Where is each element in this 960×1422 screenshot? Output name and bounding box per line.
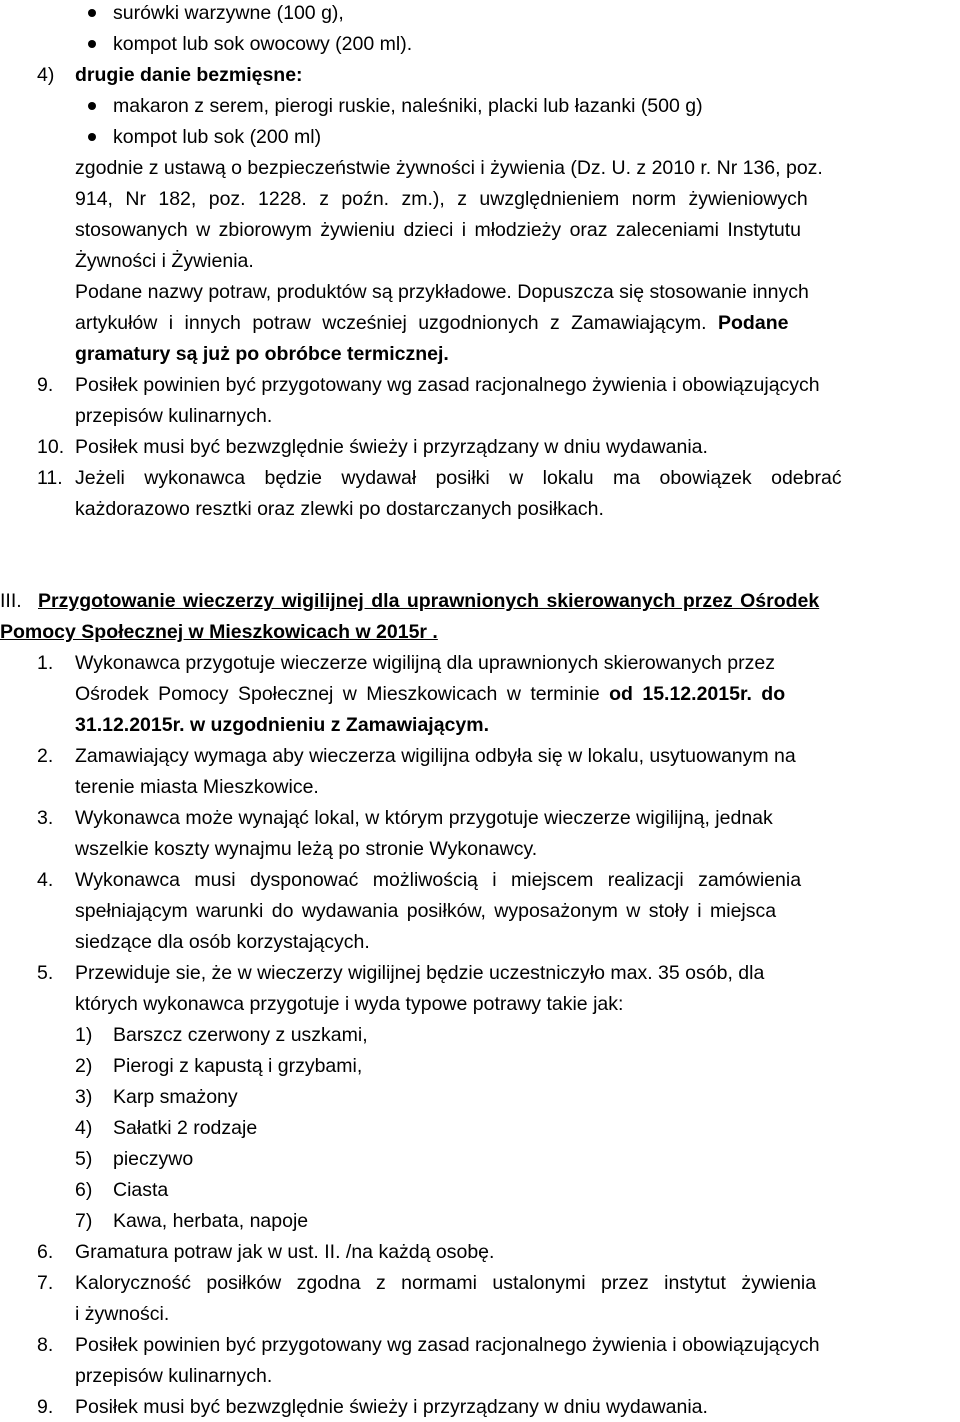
section-numeral: III. [0, 590, 22, 612]
paragraph-line: Posiłek powinien być przygotowany wg zasad racjonalnego żywienia i obowiązujących [75, 1334, 820, 1356]
note-text [75, 310, 788, 336]
menu-number: 3) [75, 1086, 93, 1108]
date-range-bold: od 15.12.2015r. do [609, 683, 786, 705]
bullet-text: surówki warzywne (100 g), [113, 2, 344, 24]
note-text [75, 279, 809, 305]
paragraph-line: Posiłek powinien być przygotowany wg zasad racjonalnego żywienia i obowiązujących [75, 374, 820, 396]
bullet-text: kompot lub sok (200 ml) [113, 126, 322, 148]
law-line: stosowanych w zbiorowym żywieniu dzieci i młodzieży oraz zaleceniami Instytutu [75, 219, 802, 241]
menu-item: Pierogi z kapustą i grzybami, [113, 1055, 363, 1077]
paragraph-line: Posiłek musi być bezwzględnie świeży i przyrządzany w dniu wydawania. [75, 1396, 708, 1418]
menu-number: 2) [75, 1055, 93, 1077]
menu-item: pieczywo [113, 1148, 194, 1170]
paragraph-line: Przewiduje sie, że w wieczerzy wigilijnej będzie uczestniczyło max. 35 osób, dla [75, 962, 765, 984]
note-bold: gramatury są już po obróbce termicznej. [75, 343, 449, 365]
paragraph-line: Posiłek musi być bezwzględnie świeży i przyrządzany w dniu wydawania. [75, 436, 708, 458]
bullet-marker [88, 133, 96, 141]
item-number: 9. [37, 374, 54, 396]
paragraph-line: Wykonawca może wynająć lokal, w którym przygotuje wieczerze wigilijną, jednak [75, 807, 773, 829]
item-number: 9. [37, 1396, 54, 1418]
menu-item: Kawa, herbata, napoje [113, 1210, 309, 1232]
menu-item: Sałatki 2 rodzaje [113, 1117, 258, 1139]
menu-item: Karp smażony [113, 1086, 238, 1108]
item-number: 8. [37, 1334, 54, 1356]
law-line-justified [75, 186, 955, 212]
item-number: 5. [37, 962, 54, 984]
paragraph-line: przepisów kulinarnych. [75, 405, 273, 427]
paragraph-line: Gramatura potraw jak w ust. II. /na każdą osobę. [75, 1241, 495, 1263]
item-number: 11. [37, 467, 63, 489]
paragraph-line: terenie miasta Mieszkowice. [75, 776, 319, 798]
menu-number: 5) [75, 1148, 93, 1170]
note-bold: Podane [718, 312, 789, 334]
section-title: Przygotowanie wieczerzy wigilijnej dla uprawnionych skierowanych przez Ośrodek [38, 590, 820, 612]
item-number: 4. [37, 869, 54, 891]
paragraph-line: Kaloryczność posiłków zgodna z normami ustalonymi przez instytut żywienia [75, 1272, 817, 1294]
law-line: Żywności i Żywienia. [75, 250, 254, 272]
date-range-bold: 31.12.2015r. w uzgodnieniu z Zamawiającym. [75, 714, 490, 736]
section-title: Pomocy Społecznej w Mieszkowicach w 2015r . [0, 621, 438, 643]
paragraph-line: których wykonawca przygotuje i wyda typowe potrawy takie jak: [75, 993, 624, 1015]
note-sentence: artykułów i innych potraw wcześniej uzgodnionych z Zamawiającym. [75, 312, 707, 334]
note-sentence: Podane nazwy potraw, produktów są przykładowe. [75, 281, 512, 303]
law-line-text: 914, Nr 182, poz. 1228. z poźn. zm.), z uwzględnieniem norm żywieniowych [75, 188, 808, 210]
menu-item: Ciasta [113, 1179, 169, 1201]
menu-number: 4) [75, 1117, 93, 1139]
item-heading: drugie danie bezmięsne: [75, 64, 303, 86]
paragraph-text: Ośrodek Pomocy Społecznej w Mieszkowicach w terminie [75, 683, 600, 705]
paragraph-line: Jeżeli wykonawca będzie wydawał posiłki w lokalu ma obowiązek odebrać [75, 467, 842, 489]
paragraph-line: każdorazowo resztki oraz zlewki po dostarczanych posiłkach. [75, 498, 604, 520]
bullet-text: makaron z serem, pierogi ruskie, naleśniki, placki lub łazanki (500 g) [113, 95, 703, 117]
paragraph-line: siedzące dla osób korzystających. [75, 931, 370, 953]
note-sentence: Dopuszcza się stosowanie innych [517, 281, 809, 303]
law-line: zgodnie z ustawą o bezpieczeństwie żywności i żywienia (Dz. U. z 2010 r. Nr 136, poz. [75, 157, 823, 179]
paragraph-line: Wykonawca przygotuje wieczerze wigilijną dla uprawnionych skierowanych przez [75, 652, 775, 674]
bullet-marker [88, 40, 96, 48]
item-number: 4) [37, 64, 55, 86]
bullet-marker [88, 9, 96, 17]
menu-number: 1) [75, 1024, 93, 1046]
menu-number: 6) [75, 1179, 93, 1201]
bullet-text: kompot lub sok owocowy (200 ml). [113, 33, 413, 55]
item-number: 3. [37, 807, 54, 829]
paragraph-line: i żywności. [75, 1303, 170, 1325]
paragraph-line: przepisów kulinarnych. [75, 1365, 273, 1387]
item-number: 6. [37, 1241, 54, 1263]
paragraph-line: wszelkie koszty wynajmu leżą po stronie Wykonawcy. [75, 838, 538, 860]
item-number: 2. [37, 745, 54, 767]
item-number: 1. [37, 652, 54, 674]
item-number: 10. [37, 436, 65, 458]
menu-number: 7) [75, 1210, 93, 1232]
bullet-marker [88, 102, 96, 110]
paragraph-line: Zamawiający wymaga aby wieczerza wigilijna odbyła się w lokalu, usytuowanym na [75, 745, 796, 767]
item-number: 7. [37, 1272, 54, 1294]
paragraph-line [75, 681, 785, 707]
menu-item: Barszcz czerwony z uszkami, [113, 1024, 368, 1046]
paragraph-line: spełniającym warunki do wydawania posiłków, wyposażonym w stoły i miejsca [75, 900, 777, 922]
paragraph-line: Wykonawca musi dysponować możliwością i miejscem realizacji zamówienia [75, 869, 802, 891]
